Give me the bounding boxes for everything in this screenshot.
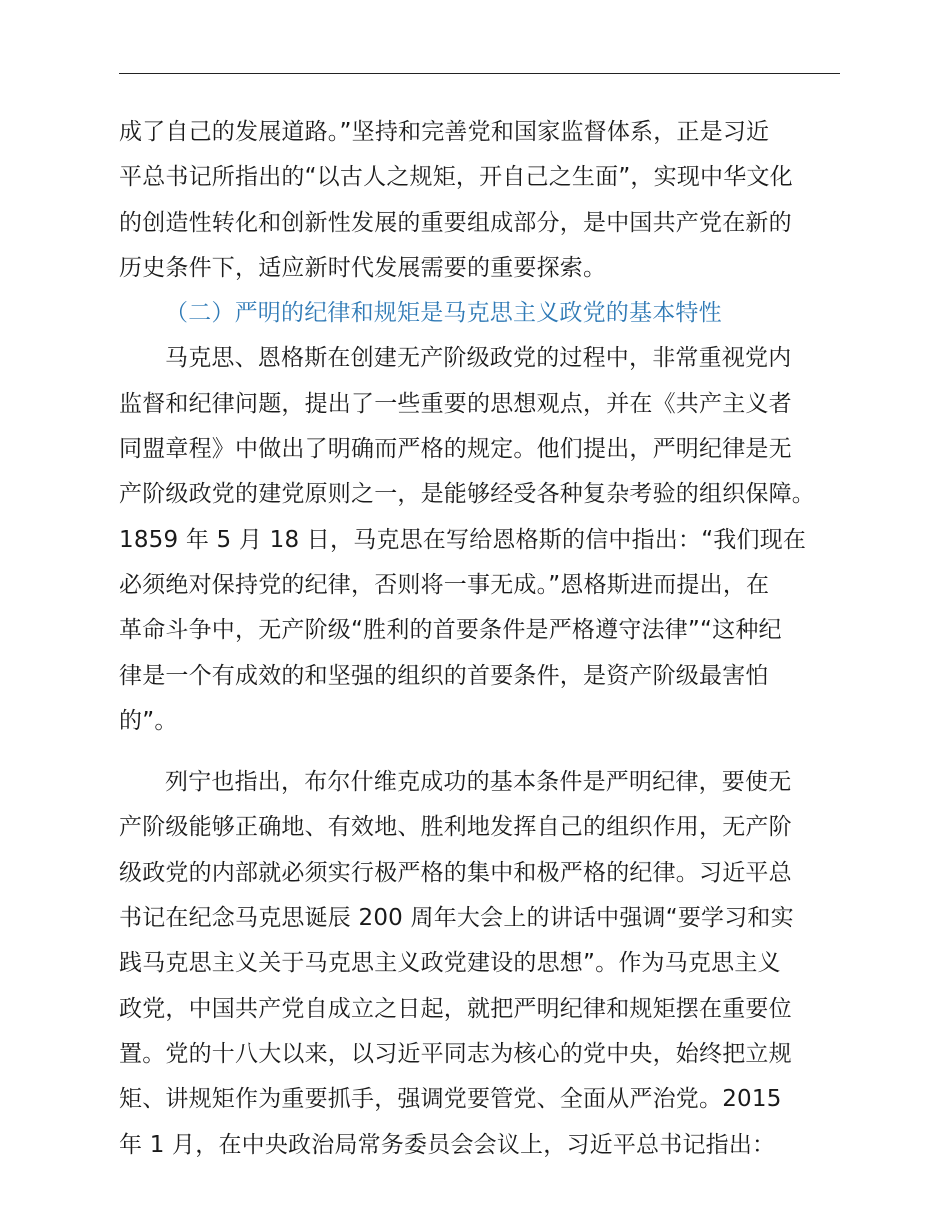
paragraph-3 xyxy=(119,760,840,1168)
document-body xyxy=(119,110,840,1168)
paragraph-1 xyxy=(119,110,840,291)
text-line: 革命斗争中，无产阶级“胜利的首要条件是严格遵守法律”“这种纪 xyxy=(119,617,782,644)
text-line: 年 1 月，在中央政治局常务委员会会议上，习近平总书记指出： xyxy=(119,1131,776,1158)
text-line: 必须绝对保持党的纪律，否则将一事无成。”恩格斯进而提出，在 xyxy=(119,571,770,598)
header-rule xyxy=(119,73,840,74)
text-line: 监督和纪律问题，提出了一些重要的思想观点，并在《共产主义者 xyxy=(119,390,792,417)
text-line: 产阶级能够正确地、有效地、胜利地发挥自己的组织作用，无产阶 xyxy=(119,814,792,841)
text-line: 列宁也指出，布尔什维克成功的基本条件是严明纪律，要使无 xyxy=(165,769,792,796)
paragraph-gap xyxy=(119,744,840,760)
text-line: 同盟章程》中做出了明确而严格的规定。他们提出，严明纪律是无 xyxy=(119,436,792,463)
text-line: 马克思、恩格斯在创建无产阶级政党的过程中，非常重视党内 xyxy=(165,345,792,372)
section-heading: （二）严明的纪律和规矩是马克思主义政党的基本特性 xyxy=(165,300,722,327)
text-line: 政党，中国共产党自成立之日起，就把严明纪律和规矩摆在重要位 xyxy=(119,995,792,1022)
text-line: 历史条件下，适应新时代发展需要的重要探索。 xyxy=(119,254,607,281)
text-line: 成了自己的发展道路。”坚持和完善党和国家监督体系，正是习近 xyxy=(119,119,770,145)
paragraph-2 xyxy=(119,336,840,744)
text-line: 平总书记所指出的“以古人之规矩，开自己之生面”，实现中华文化 xyxy=(119,164,793,191)
text-line: 级政党的内部就必须实行极严格的集中和极严格的纪律。习近平总 xyxy=(119,859,792,886)
text-line: 律是一个有成效的和坚强的组织的首要条件，是资产阶级最害怕 xyxy=(119,662,769,689)
text-line: 的”。 xyxy=(119,707,178,734)
text-line: 践马克思主义关于马克思主义政党建设的思想”。作为马克思主义 xyxy=(119,950,781,977)
text-line: 置。党的十八大以来，以习近平同志为核心的党中央，始终把立规 xyxy=(119,1040,792,1067)
text-line: 1859 年 5 月 18 日，马克思在写给恩格斯的信中指出：“我们现在 xyxy=(119,526,807,553)
text-line: 的创造性转化和创新性发展的重要组成部分，是中国共产党在新的 xyxy=(119,209,792,236)
text-line: 书记在纪念马克思诞辰 200 周年大会上的讲话中强调“要学习和实 xyxy=(119,905,794,932)
text-line: 矩、讲规矩作为重要抓手，强调党要管党、全面从严治党。2015 xyxy=(119,1086,782,1113)
text-line: 产阶级政党的建党原则之一，是能够经受各种复杂考验的组织保障。 xyxy=(119,481,815,508)
